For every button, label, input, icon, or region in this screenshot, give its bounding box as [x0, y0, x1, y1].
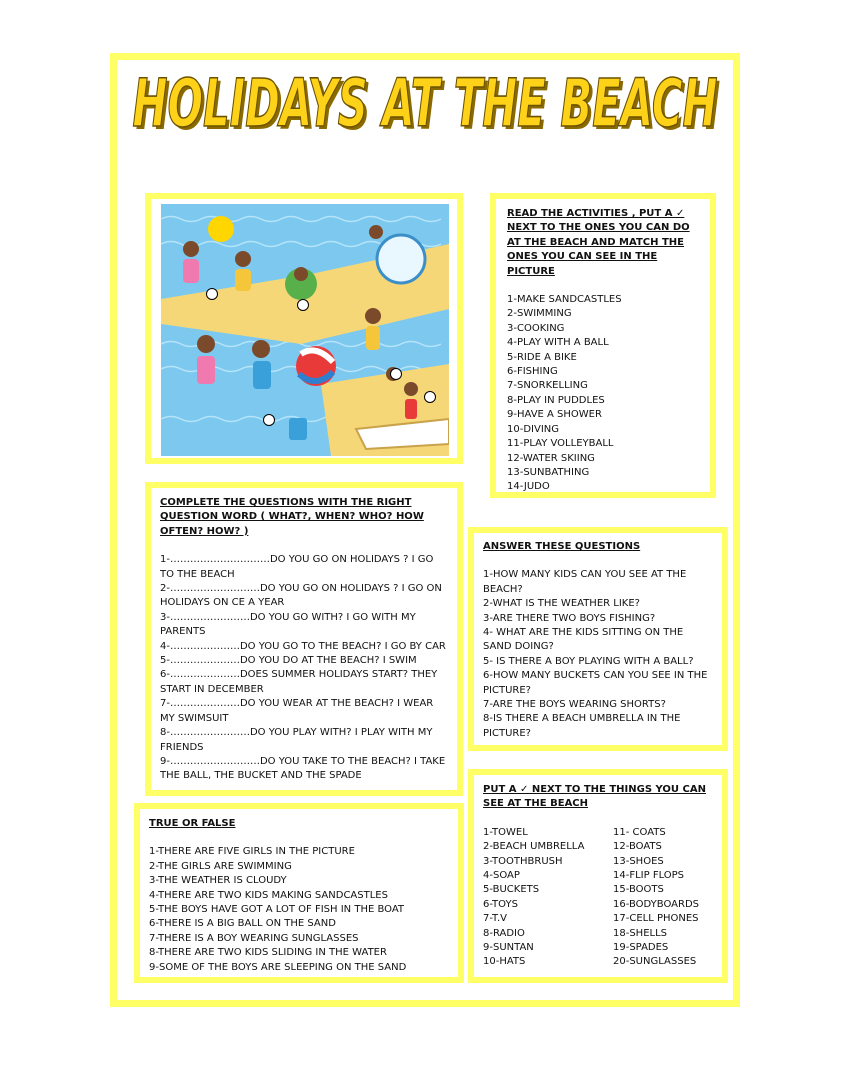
title-text: HOLIDAYS AT THE BEACH	[132, 65, 718, 140]
title-shadow: HOLIDAYS AT THE BEACH	[135, 68, 721, 140]
things-heading: PUT A ✓ NEXT TO THE THINGS YOU CAN SEE AT THE BEACH	[483, 784, 706, 810]
list-item: 7-THERE IS A BOY WEARING SUNGLASSES	[149, 932, 359, 944]
list-item: 2-BEACH UMBRELLA	[483, 841, 585, 853]
list-item: 1-THERE ARE FIVE GIRLS IN THE PICTURE	[149, 846, 355, 858]
list-item: 12-BOATS	[613, 841, 662, 853]
answers-list	[483, 568, 712, 741]
list-item: 7-ARE THE BOYS WEARING SHORTS?	[483, 699, 666, 711]
questions-list	[160, 553, 447, 784]
list-item: 4-SOAP	[483, 870, 520, 882]
list-item: 15-BOOTS	[613, 884, 664, 896]
list-item: 8-……………………DO YOU PLAY WITH? I PLAY WITH MY FRIENDS	[160, 727, 433, 753]
swim-ring	[377, 235, 425, 283]
questions-box	[145, 482, 463, 796]
list-item: 16-BODYBOARDS	[613, 898, 700, 910]
list-item: 5-THE BOYS HAVE GOT A LOT OF FISH IN THE BOAT	[149, 904, 405, 916]
activities-list	[507, 293, 700, 495]
truefalse-list	[149, 845, 450, 975]
list-item: 5- IS THERE A BOY PLAYING WITH A BALL?	[483, 655, 694, 667]
list-item: 14-JUDO	[507, 481, 550, 493]
things-box	[468, 769, 728, 983]
list-item: 1-MAKE SANDCASTLES	[507, 294, 622, 306]
list-item: 4-…………………DO YOU GO TO THE BEACH? I GO BY CAR	[160, 640, 446, 652]
list-item: 9-HAVE A SHOWER	[507, 409, 602, 421]
list-item: 4-PLAY WITH A BALL	[507, 337, 609, 349]
list-item: 11- COATS	[613, 826, 666, 838]
sun-icon	[208, 216, 234, 242]
list-item: 12-WATER SKIING	[507, 452, 595, 464]
list-item: 14-FLIP FLOPS	[613, 870, 685, 882]
list-item: 9-………………………DO YOU TAKE TO THE BEACH? I TAKE THE BALL, THE BUCKET AND THE SPADE	[160, 755, 446, 782]
list-item: 20-SUNGLASSES	[613, 956, 697, 968]
list-item: 13-SHOES	[613, 855, 664, 867]
marker-circle[interactable]	[425, 392, 436, 403]
list-item: 17-CELL PHONES	[613, 913, 699, 925]
marker-circle[interactable]	[298, 300, 309, 311]
list-item: 18-SHELLS	[613, 927, 668, 939]
list-item: 6-THERE IS A BIG BALL ON THE SAND	[149, 918, 336, 930]
list-item: 19-SPADES	[613, 942, 669, 954]
list-item: 3-ARE THERE TWO BOYS FISHING?	[483, 612, 656, 624]
list-item: 4-THERE ARE TWO KIDS MAKING SANDCASTLES	[149, 889, 388, 901]
list-item: 10-DIVING	[507, 423, 560, 435]
list-item: 6-FISHING	[507, 366, 558, 378]
marker-circle[interactable]	[207, 289, 218, 300]
list-item: 1-HOW MANY KIDS CAN YOU SEE AT THE BEACH?	[483, 569, 687, 595]
beach-illustration	[161, 204, 449, 456]
list-item: 4- WHAT ARE THE KIDS SITTING ON THE SAND DOING?	[483, 627, 684, 653]
list-item: 7-T.V	[483, 913, 507, 925]
list-item: 3-TOOTHBRUSH	[483, 855, 563, 867]
truefalse-box	[134, 803, 464, 983]
list-item: 6-TOYS	[483, 898, 518, 910]
marker-circle[interactable]	[264, 415, 275, 426]
list-item: 1-…………………………DO YOU GO ON HOLIDAYS ? I GO TO THE BEACH	[160, 554, 434, 580]
list-item: 3-THE WEATHER IS CLOUDY	[149, 875, 287, 887]
list-item: 9-SUNTAN	[483, 942, 534, 954]
list-item: 3-COOKING	[507, 322, 565, 334]
page-title	[125, 60, 725, 140]
list-item: 6-…………………DOES SUMMER HOLIDAYS START? THEY START IN DECEMBER	[160, 669, 438, 695]
things-column-1	[483, 826, 613, 970]
truefalse-heading: TRUE OR FALSE	[149, 818, 236, 829]
list-item: 7-SNORKELLING	[507, 380, 588, 392]
list-item: 5-RIDE A BIKE	[507, 351, 577, 363]
list-item: 13-SUNBATHING	[507, 466, 590, 478]
list-item: 2-THE GIRLS ARE SWIMMING	[149, 860, 292, 872]
list-item: 9-SOME OF THE BOYS ARE SLEEPING ON THE SAND	[149, 961, 407, 973]
list-item: 10-HATS	[483, 956, 526, 968]
list-item: 2-SWIMMING	[507, 308, 572, 320]
list-item: 6-HOW MANY BUCKETS CAN YOU SEE IN THE PICTURE?	[483, 670, 708, 696]
things-column-2	[613, 826, 699, 970]
picture-box	[145, 193, 463, 464]
list-item: 8-RADIO	[483, 927, 525, 939]
list-item: 7-…………………DO YOU WEAR AT THE BEACH? I WEAR MY SWIMSUIT	[160, 698, 434, 724]
list-item: 2-………………………DO YOU GO ON HOLIDAYS ? I GO ON HOLIDAYS ON CE A YEAR	[160, 583, 442, 609]
list-item: 11-PLAY VOLLEYBALL	[507, 438, 614, 450]
list-item: 1-TOWEL	[483, 826, 528, 838]
questions-heading: COMPLETE THE QUESTIONS WITH THE RIGHT QUESTION WORD ( WHAT?, WHEN? WHO? HOW OFTEN? HOW? )	[160, 497, 424, 537]
answers-heading: ANSWER THESE QUESTIONS	[483, 541, 641, 552]
list-item: 8-PLAY IN PUDDLES	[507, 394, 605, 406]
things-columns	[483, 826, 714, 970]
list-item: 8-IS THERE A BEACH UMBRELLA IN THE PICTURE?	[483, 713, 681, 739]
list-item: 5-…………………DO YOU DO AT THE BEACH? I SWIM	[160, 655, 417, 667]
list-item: 8-THERE ARE TWO KIDS SLIDING IN THE WATER	[149, 947, 387, 959]
list-item: 3-……………………DO YOU GO WITH? I GO WITH MY PARENTS	[160, 611, 416, 638]
list-item: 5-BUCKETS	[483, 884, 540, 896]
activities-box	[490, 193, 716, 498]
answers-box	[468, 527, 728, 751]
list-item: 2-WHAT IS THE WEATHER LIKE?	[483, 598, 640, 610]
activities-heading: READ THE ACTIVITIES , PUT A ✓ NEXT TO THE ONES YOU CAN DO AT THE BEACH AND MATCH THE ONES YOU CAN SEE IN THE PICTURE	[507, 208, 690, 277]
marker-circle[interactable]	[391, 369, 402, 380]
